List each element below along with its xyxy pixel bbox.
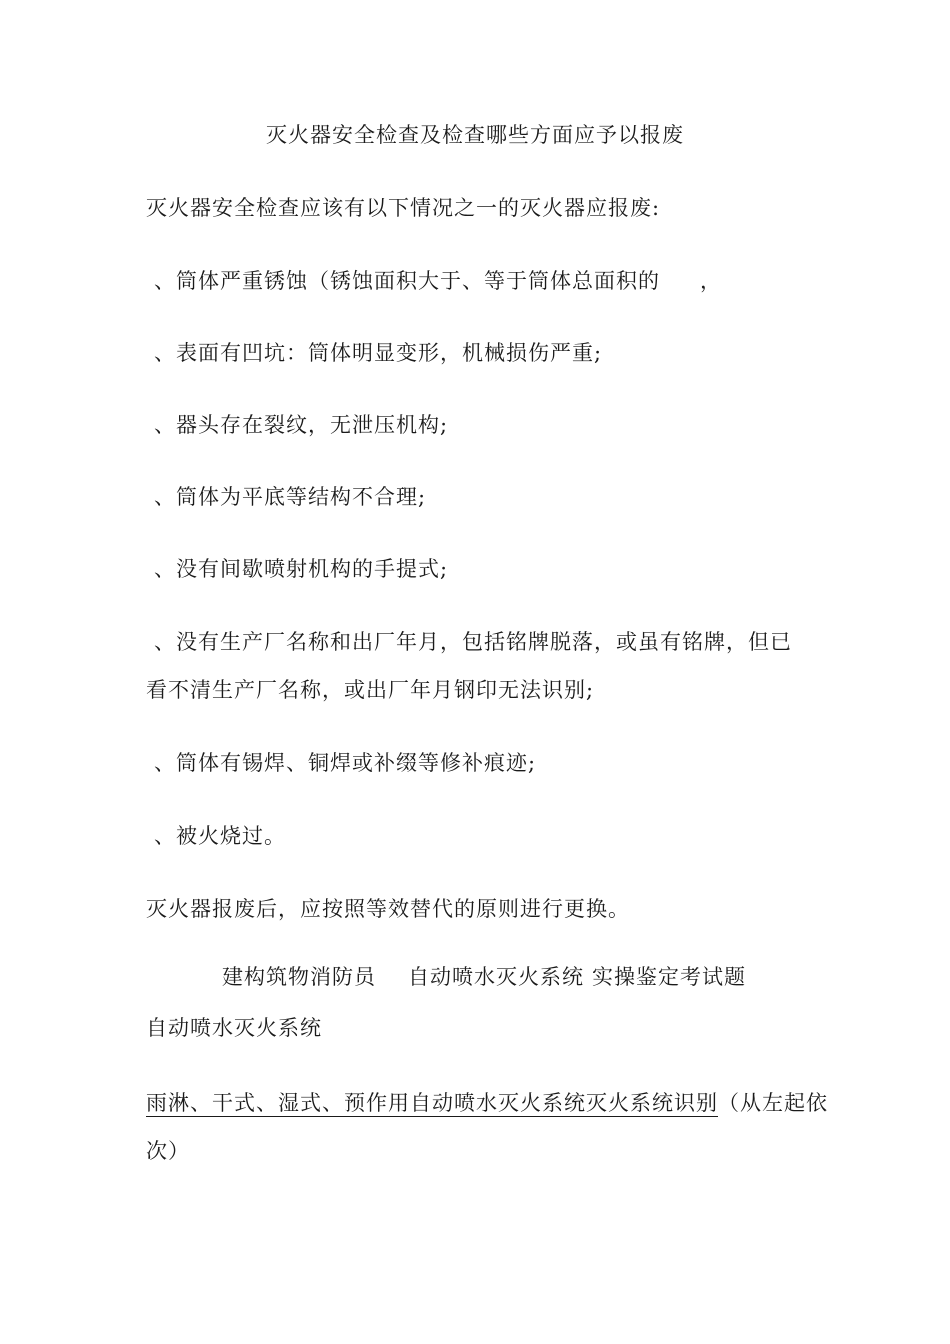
identification-line [146, 1088, 828, 1118]
list-item: 、器头存在裂纹，无泄压机构; [154, 413, 449, 437]
list-item [154, 266, 722, 296]
exam-subtitle [222, 962, 746, 992]
subtitle-part-2: 自动喷水灭火系统 [408, 965, 584, 989]
list-item: 、筒体为平底等结构不合理; [154, 485, 427, 509]
subtitle-part-3: 实操鉴定考试题 [592, 965, 746, 989]
intro-paragraph: 灭火器安全检查应该有以下情况之一的灭火器应报废: [146, 196, 661, 220]
list-item: 、筒体有锡焊、铜焊或补缀等修补痕迹; [154, 751, 537, 775]
list-item-text: 、筒体严重锈蚀（锈蚀面积大于、等于筒体总面积的 [154, 269, 660, 293]
list-item: 、被火烧过。 [154, 824, 286, 848]
list-item: 、没有间歇喷射机构的手提式; [154, 557, 449, 581]
identification-continuation: 次） [146, 1139, 190, 1163]
conclusion-paragraph: 灭火器报废后，应按照等效替代的原则进行更换。 [146, 897, 630, 921]
section-label: 自动喷水灭火系统 [146, 1016, 322, 1040]
list-item: 、表面有凹坑：筒体明显变形，机械损伤严重; [154, 341, 603, 365]
document-title: 灭火器安全检查及检查哪些方面应予以报废 [266, 123, 684, 147]
list-item: 、没有生产厂名称和出厂年月，包括铭牌脱落，或虽有铭牌，但已 [154, 630, 792, 654]
identification-underlined: 雨淋、干式、湿式、预作用自动喷水灭火系统灭火系统识别 [146, 1091, 718, 1115]
list-item-continuation: 看不清生产厂名称，或出厂年月钢印无法识别; [146, 678, 595, 702]
list-item-suffix: ， [700, 269, 722, 293]
subtitle-part-1: 建构筑物消防员 [222, 965, 376, 989]
identification-tail: （从左起依 [718, 1091, 828, 1115]
